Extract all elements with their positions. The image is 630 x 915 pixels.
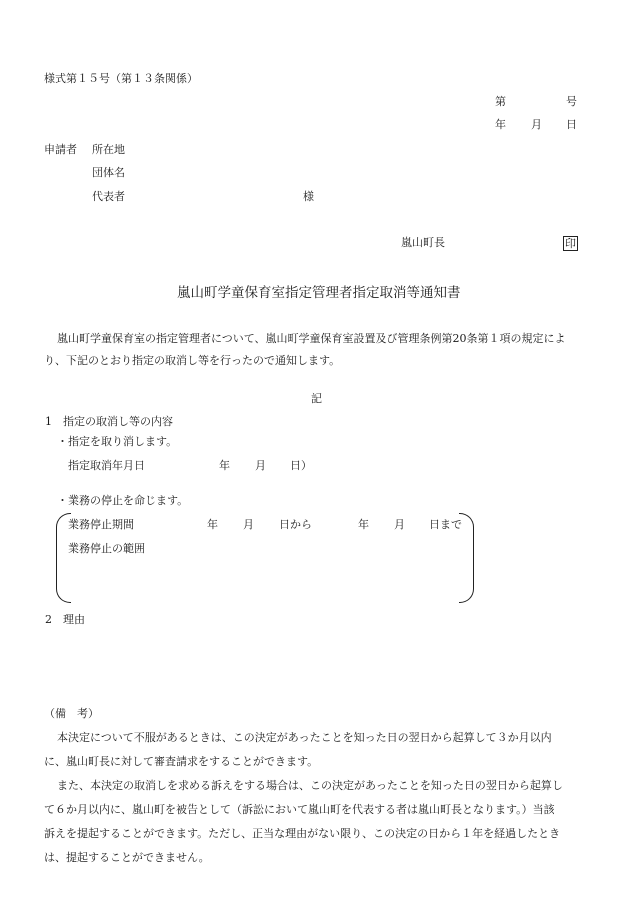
issuer-name: 嵐山町長: [401, 236, 445, 249]
to-day: 日まで: [429, 518, 462, 531]
revoke-date-label: 指定取消年月日: [68, 459, 145, 472]
honorific: 様: [303, 190, 314, 203]
date-month: 月: [531, 118, 542, 131]
rep-label: 代表者: [92, 190, 125, 203]
address-label: 所在地: [92, 143, 125, 156]
date-day: 日: [566, 118, 577, 131]
section2-heading: 2 理由: [45, 613, 85, 626]
notes-line: 訴えを提起することができます。ただし、正当な理由がない限り、この決定の日から１年を経過したとき: [44, 827, 561, 840]
revoke-day: 日）: [290, 459, 312, 472]
notes-line: て６か月以内に、嵐山町を被告として（訴訟において嵐山町を代表する者は嵐山町長となります。）当該: [44, 803, 555, 816]
doc-number-dai: 第: [495, 95, 506, 108]
body-line-1: 嵐山町学童保育室の指定管理者について、嵐山町学童保育室設置及び管理条例第20条第１項の規定によ: [57, 332, 566, 345]
suspend-period-label: 業務停止期間: [68, 518, 134, 531]
section1-heading: 1 指定の取消し等の内容: [45, 415, 173, 428]
from-year: 年: [207, 518, 218, 531]
org-label: 団体名: [92, 166, 125, 179]
doc-number-gou: 号: [566, 95, 577, 108]
suspend-scope-label: 業務停止の範囲: [68, 542, 145, 555]
body-line-2: り、下記のとおり指定の取消し等を行ったので通知します。: [44, 354, 341, 367]
from-day: 日から: [279, 518, 312, 531]
to-year: 年: [358, 518, 369, 531]
notes-line: 本決定について不服があるときは、この決定があったことを知った日の翌日から起算して３か月以内: [57, 731, 552, 744]
to-month: 月: [394, 518, 405, 531]
notes-heading: （備 考）: [44, 707, 99, 720]
revoke-option: ・指定を取り消します。: [57, 435, 178, 448]
form-label: 様式第１５号（第１３条関係）: [44, 72, 198, 85]
ki-marker: 記: [311, 392, 322, 405]
seal-mark: 印: [565, 237, 576, 250]
notes-line: に、嵐山町長に対して審査請求をすることができます。: [44, 755, 319, 768]
suspend-option: ・業務の停止を命じます。: [57, 494, 189, 507]
notes-line: は、提起することができません。: [44, 851, 210, 864]
date-year: 年: [495, 118, 506, 131]
revoke-year: 年: [219, 459, 230, 472]
from-month: 月: [243, 518, 254, 531]
document-title: 嵐山町学童保育室指定管理者指定取消等通知書: [177, 285, 461, 301]
applicant-label: 申請者: [44, 143, 77, 156]
revoke-month: 月: [255, 459, 266, 472]
notes-line: また、本決定の取消しを求める訴えをする場合は、この決定があったことを知った日の翌日から起算し: [57, 779, 563, 792]
